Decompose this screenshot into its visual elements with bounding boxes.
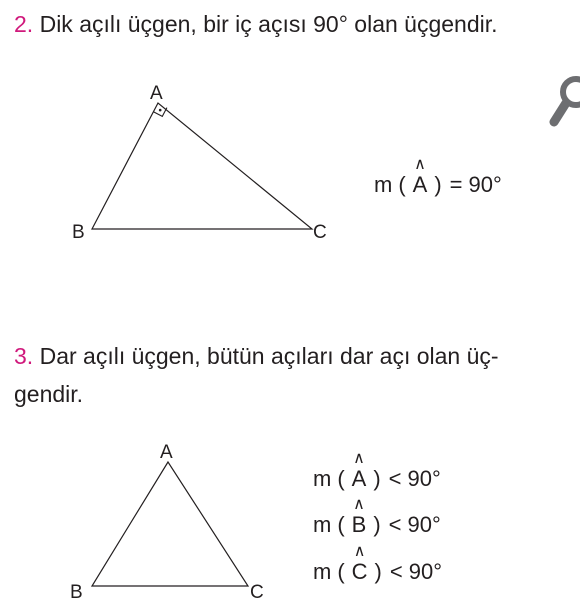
item-3-text-line1: Dar açılı üçgen, bütün açıları dar açı olan üç- bbox=[39, 343, 499, 369]
right-triangle-vertex-a: A bbox=[150, 83, 163, 104]
formula-m: m bbox=[374, 172, 393, 197]
formula-relation: < bbox=[389, 559, 403, 584]
formula-relation: < bbox=[388, 512, 402, 537]
angle-letter: A bbox=[412, 172, 428, 197]
acute-triangle-vertex-a: A bbox=[160, 442, 173, 463]
acute-formula-c bbox=[313, 543, 443, 585]
formula-angle bbox=[347, 496, 372, 538]
angle-hat: ∧ bbox=[414, 156, 426, 173]
item-2-text: Dik açılı üçgen, bir iç açısı 90° olan üçgendir. bbox=[39, 11, 498, 37]
formula-close-paren: ) bbox=[434, 172, 442, 197]
formula-value: 90° bbox=[407, 512, 441, 537]
item-2-number: 2. bbox=[14, 11, 34, 37]
right-angle-dot bbox=[159, 109, 162, 112]
right-triangle bbox=[92, 103, 312, 229]
item-3-definition-continued bbox=[14, 376, 83, 412]
acute-triangle-vertex-c: C bbox=[250, 582, 264, 603]
formula-value: 90° bbox=[408, 559, 443, 584]
formula-angle bbox=[347, 450, 372, 492]
formula-value: 90° bbox=[468, 172, 502, 197]
right-triangle-vertex-b: B bbox=[72, 222, 85, 243]
formula-open-paren: ( bbox=[337, 512, 345, 537]
formula-m: m bbox=[313, 559, 332, 584]
angle-letter: C bbox=[351, 559, 368, 584]
angle-hat: ∧ bbox=[353, 450, 365, 467]
right-triangle-vertex-c: C bbox=[313, 222, 327, 243]
formula-open-paren: ( bbox=[398, 172, 406, 197]
formula-m: m bbox=[313, 512, 332, 537]
formula-angle bbox=[408, 156, 433, 198]
formula-angle bbox=[347, 543, 373, 585]
angle-letter: B bbox=[351, 512, 367, 537]
formula-close-paren: ) bbox=[373, 466, 381, 491]
formula-close-paren: ) bbox=[373, 512, 381, 537]
angle-letter: A bbox=[351, 466, 367, 491]
item-3-text-line2: gendir. bbox=[14, 381, 84, 407]
formula-relation: = bbox=[449, 172, 463, 197]
angle-hat: ∧ bbox=[353, 543, 366, 560]
acute-formula-b bbox=[313, 496, 441, 538]
formula-value: 90° bbox=[407, 466, 441, 491]
magnifier-icon bbox=[548, 70, 580, 134]
formula-open-paren: ( bbox=[337, 466, 345, 491]
formula-m: m bbox=[313, 466, 332, 491]
acute-triangle bbox=[92, 462, 248, 586]
formula-close-paren: ) bbox=[374, 559, 382, 584]
acute-triangle-vertex-b: B bbox=[70, 582, 83, 603]
formula-open-paren: ( bbox=[337, 559, 345, 584]
acute-formula-a bbox=[313, 450, 441, 492]
item-3-number: 3. bbox=[14, 343, 34, 369]
item-3-definition bbox=[14, 338, 499, 374]
right-angle-formula bbox=[374, 156, 502, 198]
angle-hat: ∧ bbox=[353, 496, 365, 513]
formula-relation: < bbox=[388, 466, 402, 491]
